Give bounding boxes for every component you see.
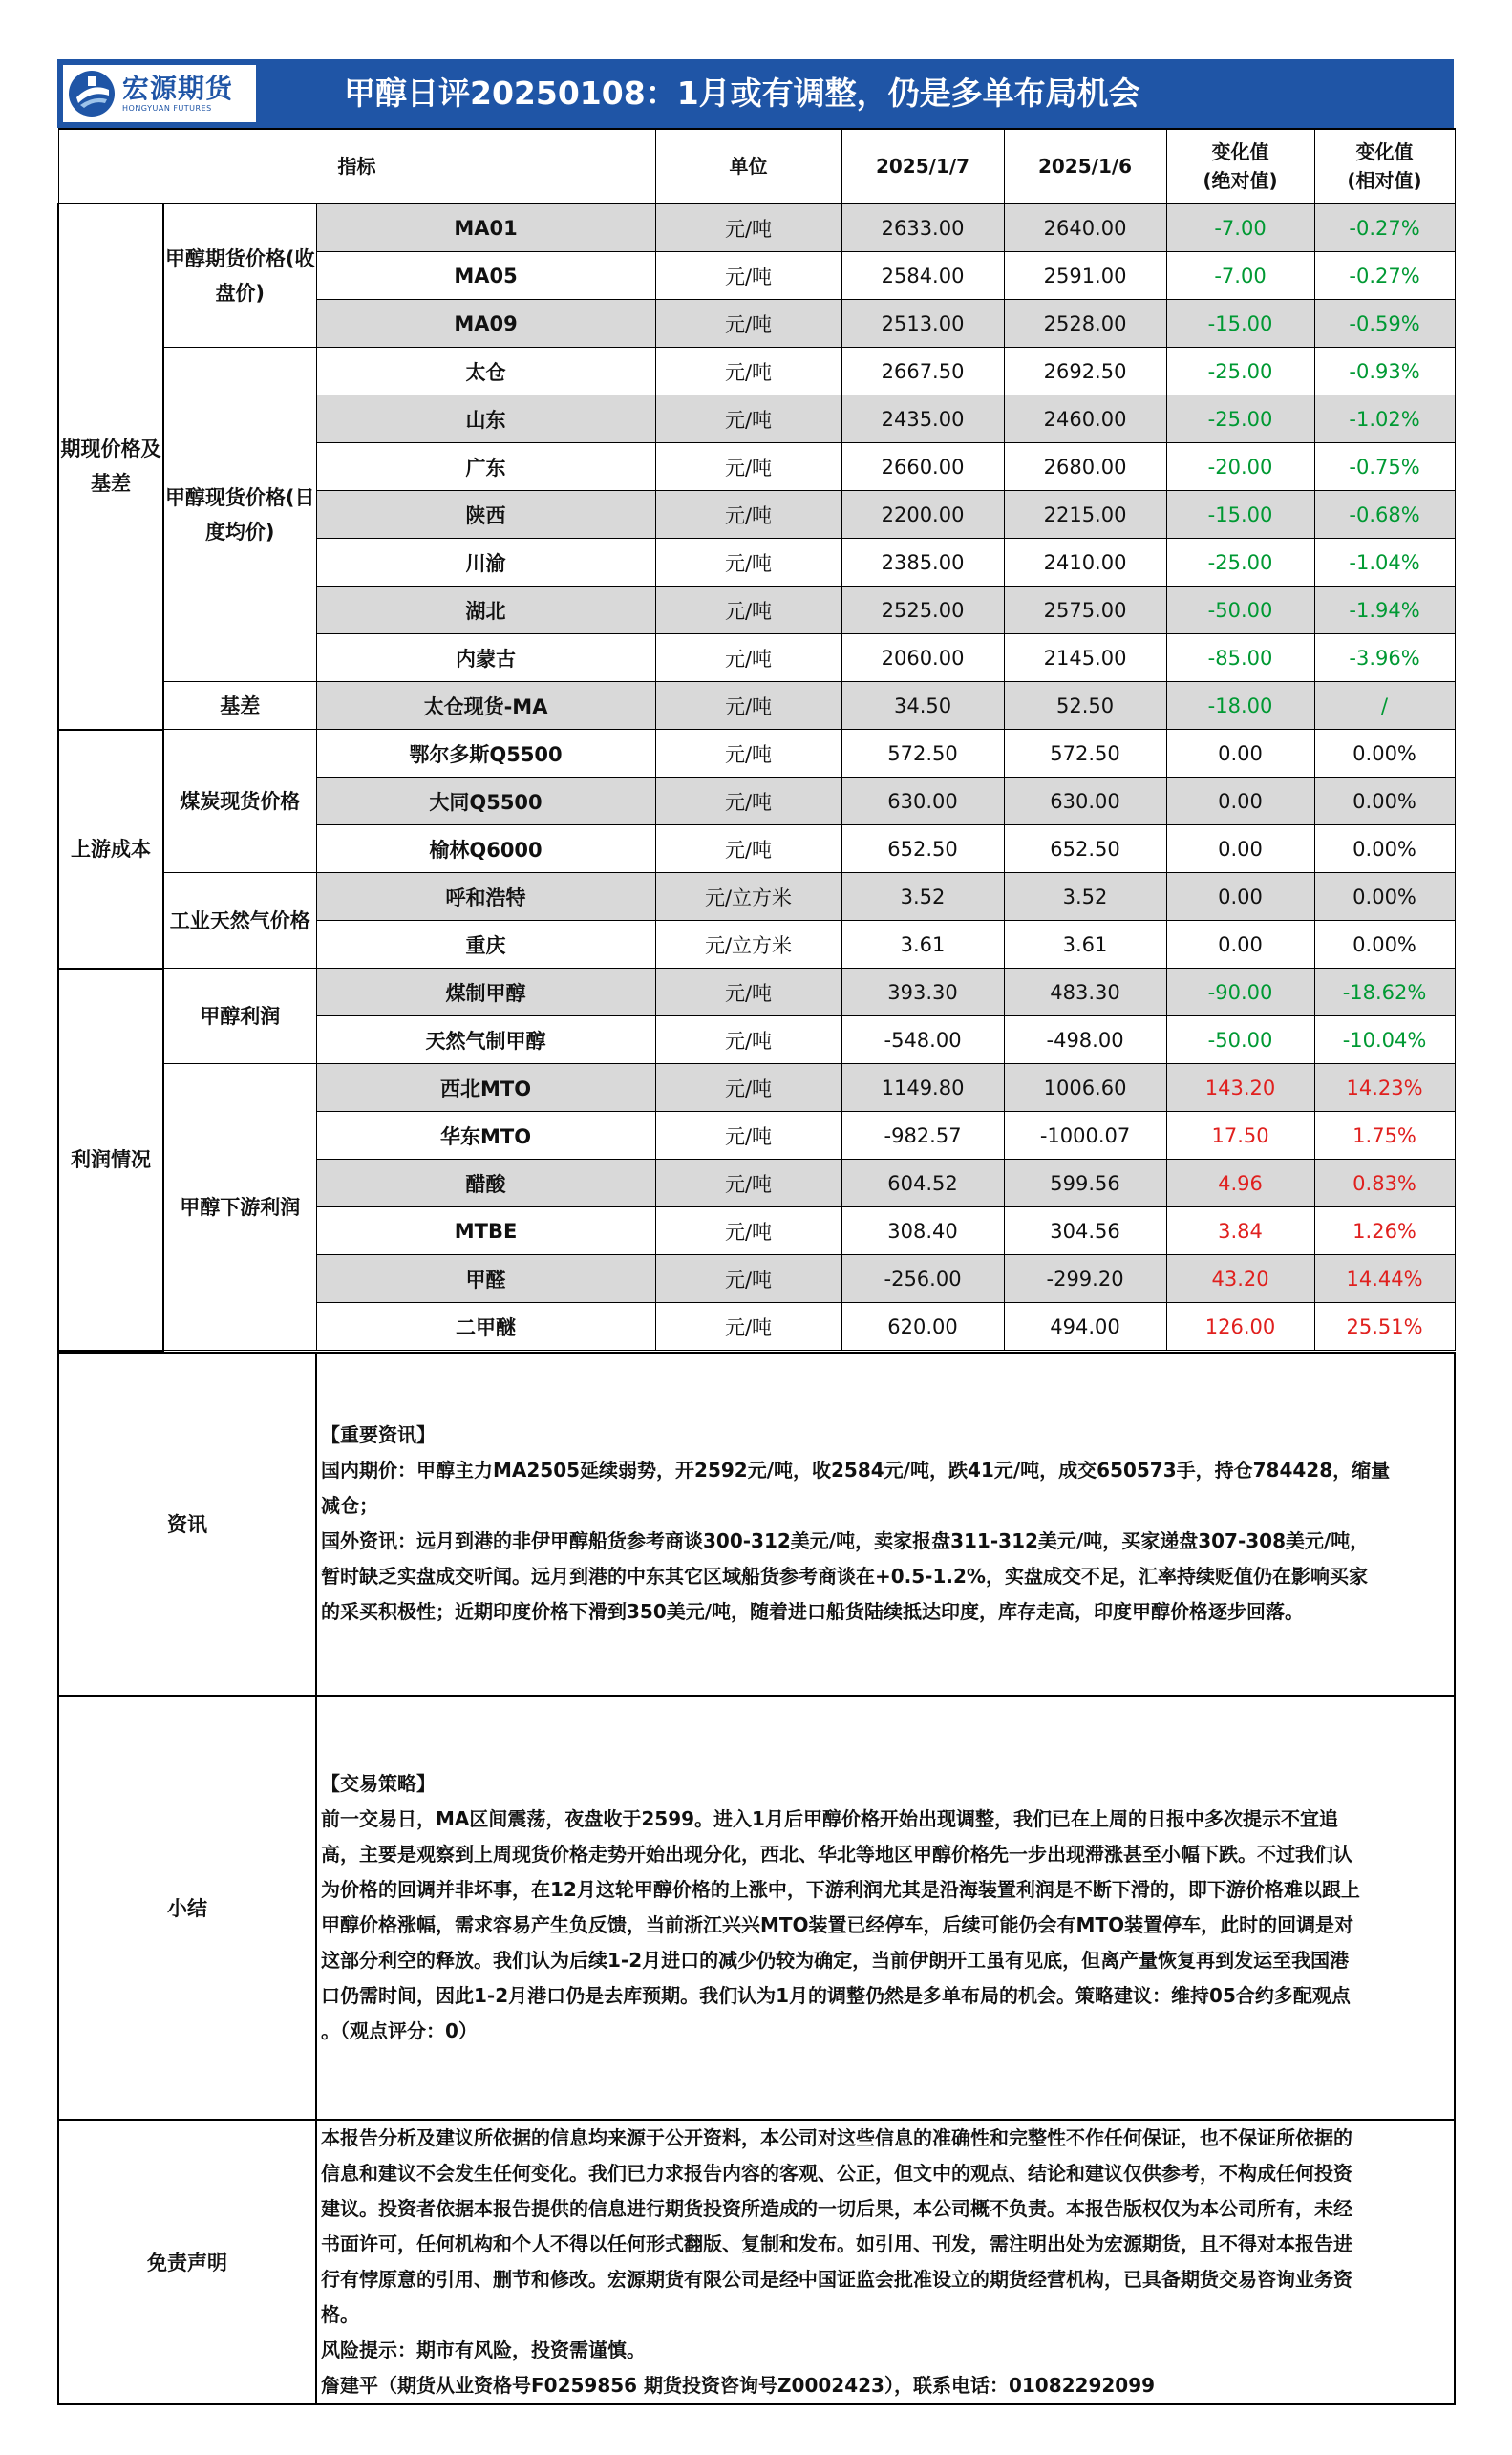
- value-date2-cell: 2410.00: [1004, 539, 1166, 587]
- unit-cell: 元/吨: [655, 395, 841, 443]
- abs-change-cell: -18.00: [1166, 682, 1314, 730]
- abs-change-cell: 126.00: [1166, 1303, 1314, 1351]
- header-abs-change: 变化值 (绝对值): [1166, 129, 1314, 203]
- unit-cell: 元/吨: [655, 1160, 841, 1207]
- value-date2-cell: 1006.60: [1004, 1064, 1166, 1112]
- unit-cell: 元/立方米: [655, 873, 841, 921]
- rel-change-cell: 14.44%: [1314, 1255, 1455, 1303]
- disclaimer-row: [58, 2120, 1455, 2404]
- indicator-name-cell: 山东: [316, 395, 655, 443]
- unit-cell: 元/吨: [655, 443, 841, 491]
- header-date1: 2025/1/7: [841, 129, 1004, 203]
- report-title: 甲醇日评20250108：1月或有调整，仍是多单布局机会: [344, 75, 1140, 112]
- indicator-name-cell: 西北MTO: [316, 1064, 655, 1112]
- disclaimer-body: [316, 2120, 1455, 2404]
- disclaimer-line: 詹建平（期货从业资格号F0259856 期货投资咨询号Z0002423），联系电话：01082292099: [321, 2373, 1156, 2397]
- news-line: 国内期价：甲醇主力MA2505延续弱势，开2592元/吨，收2584元/吨，跌41元/吨，成交650573手，持仓784428，缩量: [321, 1459, 1391, 1482]
- value-date2-cell: 2591.00: [1004, 252, 1166, 300]
- rel-change-cell: -1.02%: [1314, 395, 1455, 443]
- disclaimer-line: 建议。投资者依据本报告提供的信息进行期货投资所造成的一切后果，本公司概不负责。本报告版权仅为本公司所有，未经: [321, 2196, 1352, 2220]
- value-date2-cell: 2528.00: [1004, 300, 1166, 348]
- unit-cell: 元/吨: [655, 1112, 841, 1160]
- category-cell: 上游成本: [58, 730, 163, 969]
- unit-cell: 元/吨: [655, 300, 841, 348]
- indicator-name-cell: 太仓现货-MA: [316, 682, 655, 730]
- rel-change-cell: -0.68%: [1314, 491, 1455, 539]
- logo-english-name: HONGYUAN FUTURES: [122, 104, 212, 113]
- value-date1-cell: 393.30: [841, 969, 1004, 1016]
- abs-change-cell: 43.20: [1166, 1255, 1314, 1303]
- value-date1-cell: 2584.00: [841, 252, 1004, 300]
- value-date1-cell: -256.00: [841, 1255, 1004, 1303]
- logo-chinese-name: 宏源期货: [122, 73, 234, 104]
- unit-cell: 元/吨: [655, 348, 841, 395]
- summary-row: [58, 1696, 1455, 2120]
- abs-change-cell: 0.00: [1166, 873, 1314, 921]
- rel-change-cell: 0.00%: [1314, 778, 1455, 825]
- rel-change-cell: -0.59%: [1314, 300, 1455, 348]
- value-date1-cell: 2513.00: [841, 300, 1004, 348]
- unit-cell: 元/吨: [655, 634, 841, 682]
- indicator-name-cell: MTBE: [316, 1207, 655, 1255]
- rel-change-cell: 0.00%: [1314, 825, 1455, 873]
- value-date1-cell: 630.00: [841, 778, 1004, 825]
- indicator-name-cell: 重庆: [316, 921, 655, 969]
- disclaimer-line: 行有悖原意的引用、删节和修改。宏源期货有限公司是经中国证监会批准设立的期货经营机构，已具备期货交易咨询业务资: [321, 2267, 1352, 2291]
- abs-change-cell: -25.00: [1166, 539, 1314, 587]
- value-date1-cell: 2200.00: [841, 491, 1004, 539]
- rel-change-cell: 25.51%: [1314, 1303, 1455, 1351]
- indicator-table: [57, 128, 1456, 1352]
- summary-line: 这部分利空的释放。我们认为后续1-2月进口的减少仍较为确定，当前伊朗开工虽有见底，但离产量恢复再到发运至我国港: [321, 1948, 1350, 1972]
- value-date1-cell: 34.50: [841, 682, 1004, 730]
- abs-change-cell: -15.00: [1166, 491, 1314, 539]
- summary-line: 甲醇价格涨幅，需求容易产生负反馈，当前浙江兴兴MTO装置已经停车，后续可能仍会有MTO装置停车，此时的回调是对: [321, 1912, 1354, 1936]
- category-cell: 利润情况: [58, 969, 163, 1351]
- indicator-name-cell: 甲醛: [316, 1255, 655, 1303]
- unit-cell: 元/吨: [655, 203, 841, 252]
- rel-change-cell: 0.00%: [1314, 921, 1455, 969]
- unit-cell: 元/吨: [655, 1207, 841, 1255]
- commentary-table: [57, 1352, 1456, 2405]
- indicator-name-cell: MA01: [316, 203, 655, 252]
- value-date2-cell: -498.00: [1004, 1016, 1166, 1064]
- unit-cell: 元/吨: [655, 1064, 841, 1112]
- disclaimer-label: 免责声明: [58, 2120, 316, 2404]
- abs-change-cell: 17.50: [1166, 1112, 1314, 1160]
- value-date1-cell: 652.50: [841, 825, 1004, 873]
- subcategory-cell: 工业天然气价格: [163, 873, 316, 969]
- value-date1-cell: 3.52: [841, 873, 1004, 921]
- summary-heading: 【交易策略】: [321, 1771, 436, 1795]
- abs-change-cell: 4.96: [1166, 1160, 1314, 1207]
- unit-cell: 元/吨: [655, 1255, 841, 1303]
- value-date1-cell: 2525.00: [841, 587, 1004, 634]
- indicator-name-cell: 湖北: [316, 587, 655, 634]
- indicator-name-cell: MA05: [316, 252, 655, 300]
- value-date2-cell: 304.56: [1004, 1207, 1166, 1255]
- abs-change-cell: 0.00: [1166, 825, 1314, 873]
- rel-change-cell: 1.75%: [1314, 1112, 1455, 1160]
- subcategory-cell: 甲醇期货价格(收盘价): [163, 203, 316, 348]
- table-row: [58, 682, 1455, 730]
- unit-cell: 元/吨: [655, 730, 841, 778]
- value-date1-cell: 2660.00: [841, 443, 1004, 491]
- value-date1-cell: 3.61: [841, 921, 1004, 969]
- rel-change-cell: -3.96%: [1314, 634, 1455, 682]
- value-date2-cell: 2460.00: [1004, 395, 1166, 443]
- abs-change-cell: -20.00: [1166, 443, 1314, 491]
- rel-change-cell: -0.27%: [1314, 203, 1455, 252]
- value-date2-cell: 599.56: [1004, 1160, 1166, 1207]
- abs-change-cell: 0.00: [1166, 730, 1314, 778]
- rel-change-cell: -0.27%: [1314, 252, 1455, 300]
- subcategory-cell: 基差: [163, 682, 316, 730]
- disclaimer-line: 信息和建议不会发生任何变化。我们已力求报告内容的客观、公正，但文中的观点、结论和建议仅供参考，不构成任何投资: [321, 2161, 1352, 2185]
- indicator-name-cell: 大同Q5500: [316, 778, 655, 825]
- value-date2-cell: 630.00: [1004, 778, 1166, 825]
- value-date2-cell: 3.61: [1004, 921, 1166, 969]
- value-date1-cell: 2385.00: [841, 539, 1004, 587]
- value-date2-cell: 2680.00: [1004, 443, 1166, 491]
- subcategory-cell: 甲醇下游利润: [163, 1064, 316, 1351]
- value-date1-cell: 2435.00: [841, 395, 1004, 443]
- unit-cell: 元/吨: [655, 969, 841, 1016]
- value-date1-cell: 2633.00: [841, 203, 1004, 252]
- abs-change-cell: -7.00: [1166, 203, 1314, 252]
- unit-cell: 元/吨: [655, 587, 841, 634]
- abs-change-cell: -50.00: [1166, 587, 1314, 634]
- value-date2-cell: 2575.00: [1004, 587, 1166, 634]
- value-date2-cell: 572.50: [1004, 730, 1166, 778]
- unit-cell: 元/吨: [655, 1016, 841, 1064]
- summary-line: 。（观点评分：0）: [321, 2018, 478, 2042]
- unit-cell: 元/吨: [655, 1303, 841, 1351]
- subcategory-cell: 甲醇利润: [163, 969, 316, 1064]
- disclaimer-line: 风险提示：期市有风险，投资需谨慎。: [321, 2338, 646, 2361]
- indicator-name-cell: 川渝: [316, 539, 655, 587]
- abs-change-cell: -15.00: [1166, 300, 1314, 348]
- indicator-name-cell: 二甲醚: [316, 1303, 655, 1351]
- rel-change-cell: 0.00%: [1314, 730, 1455, 778]
- news-line: 的采买积极性；近期印度价格下滑到350美元/吨，随着进口船货陆续抵达印度，库存走高，印度甲醇价格逐步回落。: [321, 1600, 1305, 1623]
- rel-change-cell: -10.04%: [1314, 1016, 1455, 1064]
- rel-change-cell: -0.75%: [1314, 443, 1455, 491]
- value-date1-cell: 308.40: [841, 1207, 1004, 1255]
- value-date1-cell: 572.50: [841, 730, 1004, 778]
- abs-change-cell: 3.84: [1166, 1207, 1314, 1255]
- abs-change-cell: -25.00: [1166, 348, 1314, 395]
- news-line: 国外资讯：远月到港的非伊甲醇船货参考商谈300-312美元/吨，卖家报盘311-312美元/吨，买家递盘307-308美元/吨，: [321, 1529, 1370, 1552]
- indicator-name-cell: 醋酸: [316, 1160, 655, 1207]
- summary-line: 前一交易日，MA区间震荡，夜盘收于2599。进入1月后甲醇价格开始出现调整，我们已在上周的日报中多次提示不宜追: [321, 1806, 1338, 1830]
- report-sheet: [57, 59, 1454, 2405]
- rel-change-cell: -1.94%: [1314, 587, 1455, 634]
- value-date2-cell: 652.50: [1004, 825, 1166, 873]
- rel-change-cell: 14.23%: [1314, 1064, 1455, 1112]
- header-indicator: 指标: [58, 129, 655, 203]
- category-cell: 期现价格及基差: [58, 203, 163, 730]
- indicator-name-cell: 华东MTO: [316, 1112, 655, 1160]
- indicator-name-cell: 呼和浩特: [316, 873, 655, 921]
- news-line: 暂时缺乏实盘成交听闻。远月到港的中东其它区域船货参考商谈在+0.5-1.2%，实盘成交不足，汇率持续贬值仍在影响买家: [321, 1565, 1368, 1588]
- table-row: [58, 873, 1455, 921]
- value-date2-cell: -299.20: [1004, 1255, 1166, 1303]
- value-date1-cell: 2060.00: [841, 634, 1004, 682]
- value-date1-cell: 620.00: [841, 1303, 1004, 1351]
- unit-cell: 元/吨: [655, 252, 841, 300]
- rel-change-cell: -1.04%: [1314, 539, 1455, 587]
- disclaimer-line: 本报告分析及建议所依据的信息均来源于公开资料，本公司对这些信息的准确性和完整性不作任何保证，也不保证所依据的: [321, 2125, 1352, 2149]
- value-date2-cell: 483.30: [1004, 969, 1166, 1016]
- value-date2-cell: 2692.50: [1004, 348, 1166, 395]
- header-rel-change: 变化值 (相对值): [1314, 129, 1455, 203]
- news-heading: 【重要资讯】: [321, 1423, 436, 1446]
- header-unit: 单位: [655, 129, 841, 203]
- indicator-name-cell: 天然气制甲醇: [316, 1016, 655, 1064]
- value-date2-cell: 3.52: [1004, 873, 1166, 921]
- news-body: [316, 1353, 1455, 1696]
- value-date1-cell: 604.52: [841, 1160, 1004, 1207]
- value-date1-cell: -982.57: [841, 1112, 1004, 1160]
- abs-change-cell: 0.00: [1166, 778, 1314, 825]
- indicator-name-cell: 广东: [316, 443, 655, 491]
- company-logo: [63, 65, 256, 122]
- abs-change-cell: -25.00: [1166, 395, 1314, 443]
- unit-cell: 元/吨: [655, 491, 841, 539]
- value-date2-cell: 494.00: [1004, 1303, 1166, 1351]
- summary-label: 小结: [58, 1696, 316, 2120]
- indicator-name-cell: 陕西: [316, 491, 655, 539]
- unit-cell: 元/吨: [655, 778, 841, 825]
- indicator-name-cell: MA09: [316, 300, 655, 348]
- unit-cell: 元/吨: [655, 539, 841, 587]
- news-row: [58, 1353, 1455, 1696]
- value-date2-cell: 2640.00: [1004, 203, 1166, 252]
- value-date2-cell: 2145.00: [1004, 634, 1166, 682]
- hongyuan-logo-icon: [67, 69, 117, 118]
- subcategory-cell: 甲醇现货价格(日度均价): [163, 348, 316, 682]
- value-date1-cell: 1149.80: [841, 1064, 1004, 1112]
- subcategory-cell: 煤炭现货价格: [163, 730, 316, 873]
- value-date2-cell: -1000.07: [1004, 1112, 1166, 1160]
- rel-change-cell: -18.62%: [1314, 969, 1455, 1016]
- indicator-name-cell: 内蒙古: [316, 634, 655, 682]
- unit-cell: 元/吨: [655, 682, 841, 730]
- unit-cell: 元/立方米: [655, 921, 841, 969]
- summary-line: 高，主要是观察到上周现货价格走势开始出现分化，西北、华北等地区甲醇价格先一步出现滞涨甚至小幅下跌。不过我们认: [321, 1842, 1352, 1866]
- news-line: 减仓；: [321, 1494, 378, 1517]
- table-header-row: [58, 129, 1455, 203]
- abs-change-cell: 0.00: [1166, 921, 1314, 969]
- rel-change-cell: /: [1314, 682, 1455, 730]
- value-date1-cell: 2667.50: [841, 348, 1004, 395]
- value-date2-cell: 2215.00: [1004, 491, 1166, 539]
- table-row: [58, 969, 1455, 1016]
- indicator-name-cell: 榆林Q6000: [316, 825, 655, 873]
- header-date2: 2025/1/6: [1004, 129, 1166, 203]
- abs-change-cell: -50.00: [1166, 1016, 1314, 1064]
- summary-line: 为价格的回调并非坏事，在12月这轮甲醇价格的上涨中，下游利润尤其是沿海装置利润是不断下滑的，即下游价格难以跟上: [321, 1877, 1360, 1901]
- abs-change-cell: 143.20: [1166, 1064, 1314, 1112]
- abs-change-cell: -90.00: [1166, 969, 1314, 1016]
- table-row: [58, 348, 1455, 395]
- disclaimer-line: 格。: [321, 2302, 359, 2326]
- table-row: [58, 730, 1455, 778]
- rel-change-cell: 1.26%: [1314, 1207, 1455, 1255]
- rel-change-cell: -0.93%: [1314, 348, 1455, 395]
- indicator-name-cell: 太仓: [316, 348, 655, 395]
- indicator-name-cell: 煤制甲醇: [316, 969, 655, 1016]
- abs-change-cell: -85.00: [1166, 634, 1314, 682]
- rel-change-cell: 0.83%: [1314, 1160, 1455, 1207]
- indicator-name-cell: 鄂尔多斯Q5500: [316, 730, 655, 778]
- summary-line: 口仍需时间，因此1-2月港口仍是去库预期。我们认为1月的调整仍然是多单布局的机会。策略建议：维持05合约多配观点: [321, 1983, 1351, 2007]
- unit-cell: 元/吨: [655, 825, 841, 873]
- summary-body: [316, 1696, 1455, 2120]
- value-date2-cell: 52.50: [1004, 682, 1166, 730]
- rel-change-cell: 0.00%: [1314, 873, 1455, 921]
- disclaimer-line: 书面许可，任何机构和个人不得以任何形式翻版、复制和发布。如引用、刊发，需注明出处为宏源期货，且不得对本报告进: [321, 2231, 1352, 2255]
- table-row: [58, 203, 1455, 252]
- table-row: [58, 1064, 1455, 1112]
- value-date1-cell: -548.00: [841, 1016, 1004, 1064]
- news-label: 资讯: [58, 1353, 316, 1696]
- abs-change-cell: -7.00: [1166, 252, 1314, 300]
- report-header: [57, 59, 1454, 128]
